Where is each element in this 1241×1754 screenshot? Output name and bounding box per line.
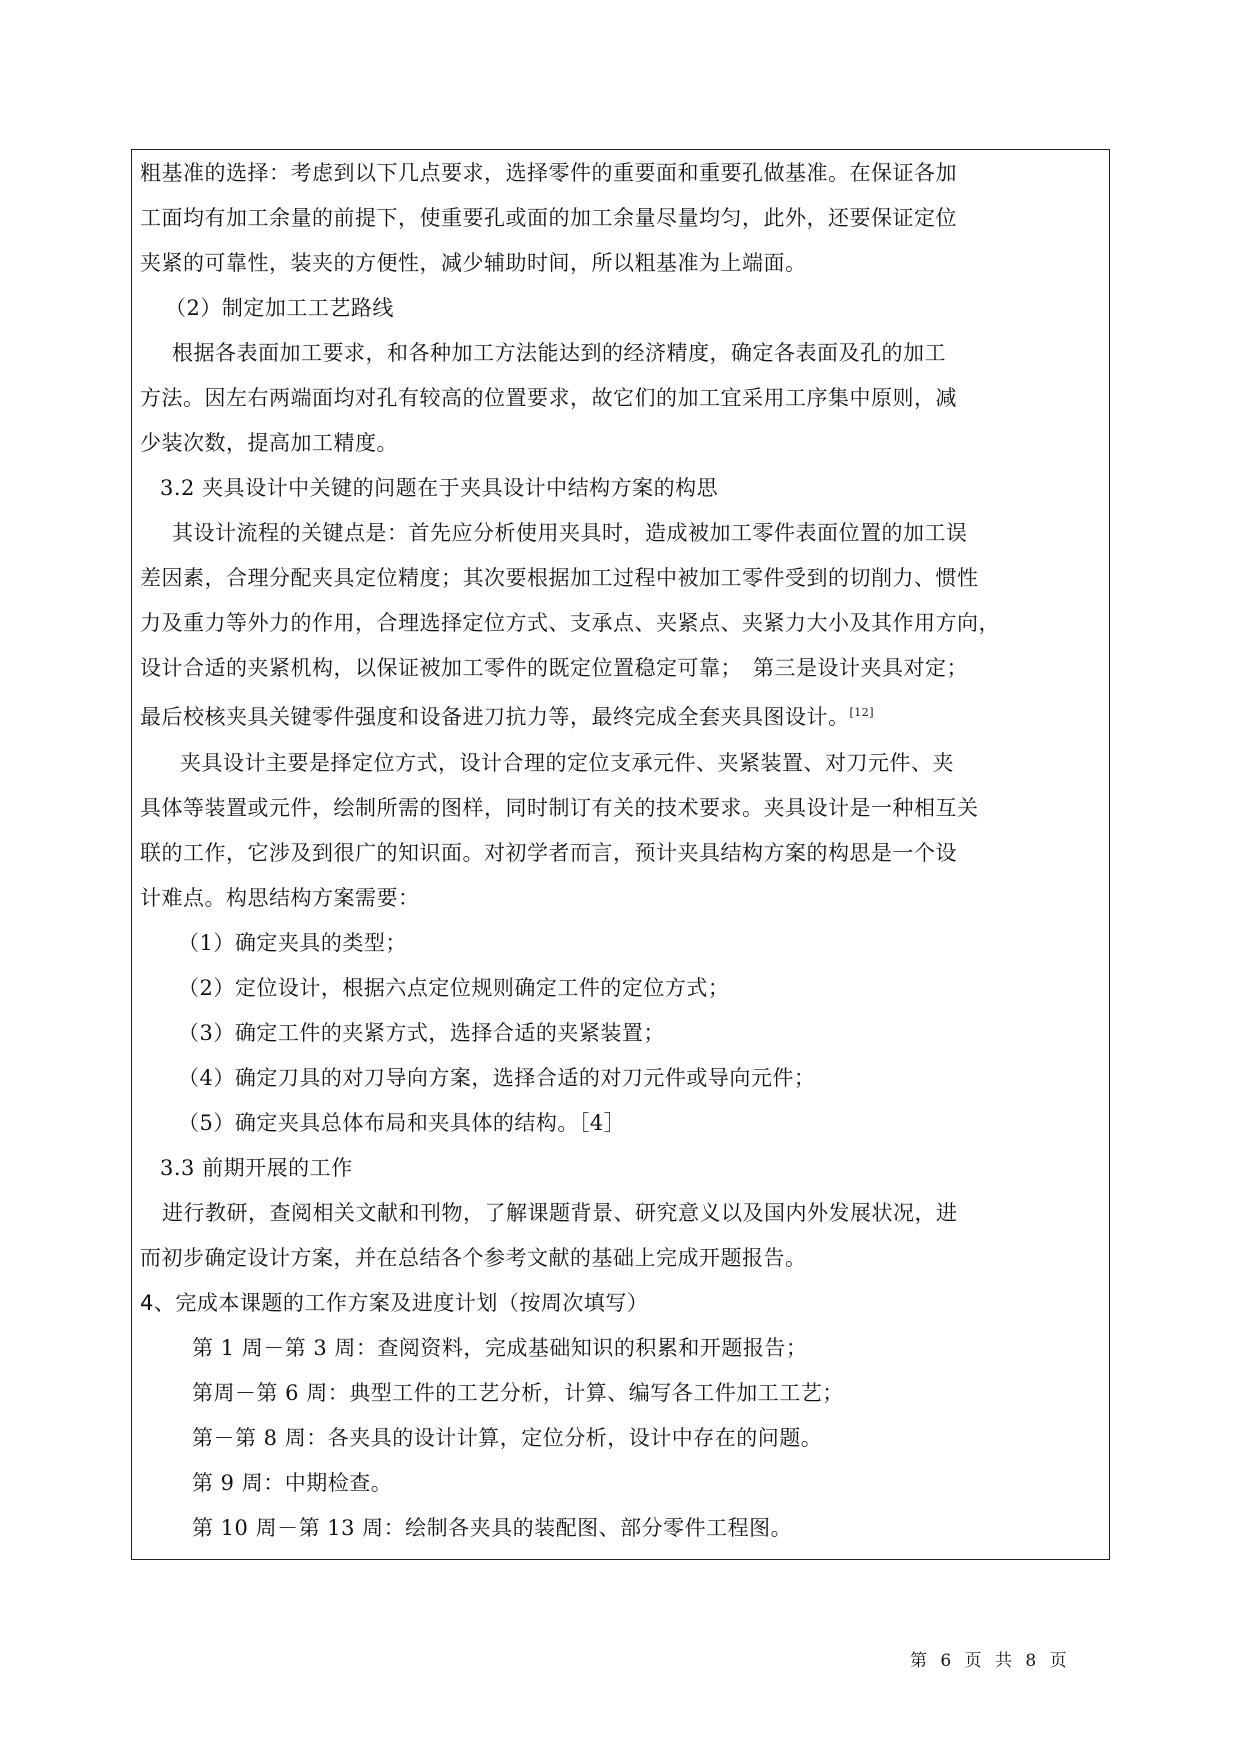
paragraph-line: 进行教研，查阅相关文献和刊物，了解课题背景、研究意义以及国内外发展状况，进 bbox=[162, 1201, 958, 1225]
list-item: （2）定位设计，根据六点定位规则确定工件的定位方式； bbox=[178, 976, 730, 1000]
schedule-item: 第 9 周：中期检查。 bbox=[192, 1471, 393, 1495]
section-heading: （2）制定加工工艺路线 bbox=[165, 296, 394, 320]
citation-mark: [12] bbox=[849, 706, 875, 719]
paragraph-line: 方法。因左右两端面均对孔有较高的位置要求，故它们的加工宜采用工序集中原则，减 bbox=[140, 386, 957, 410]
section-heading: 3.2 夹具设计中关键的问题在于夹具设计中结构方案的构思 bbox=[160, 476, 719, 500]
paragraph-line: 粗基准的选择：考虑到以下几点要求，选择零件的重要面和重要孔做基准。在保证各加 bbox=[140, 161, 957, 185]
list-item: （5）确定夹具总体布局和夹具体的结构。［4］ bbox=[178, 1111, 626, 1135]
paragraph-line: 其设计流程的关键点是：首先应分析使用夹具时，造成被加工零件表面位置的加工误 bbox=[172, 521, 968, 545]
paragraph-line: 夹紧的可靠性，装夹的方便性，减少辅助时间，所以粗基准为上端面。 bbox=[140, 251, 807, 275]
list-item: （3）确定工件的夹紧方式，选择合适的夹紧装置； bbox=[178, 1021, 665, 1045]
paragraph-line bbox=[140, 698, 874, 732]
paragraph-line: 联的工作，它涉及到很广的知识面。对初学者而言，预计夹具结构方案的构思是一个设 bbox=[140, 841, 957, 865]
page-number: 第 6 页 共 8 页 bbox=[910, 1651, 1071, 1671]
schedule-item: 第－第 8 周：各夹具的设计计算，定位分析，设计中存在的问题。 bbox=[192, 1426, 823, 1450]
paragraph-line: 夹具设计主要是择定位方式，设计合理的定位支承元件、夹紧装置、对刀元件、夹 bbox=[180, 751, 954, 775]
section-title: 4、完成本课题的工作方案及进度计划（按周次填写） bbox=[140, 1291, 649, 1315]
paragraph-line: 根据各表面加工要求，和各种加工方法能达到的经济精度，确定各表面及孔的加工 bbox=[172, 341, 946, 365]
schedule-item: 第周－第 6 周：典型工件的工艺分析，计算、编写各工件加工工艺； bbox=[192, 1381, 844, 1405]
list-item: （1）确定夹具的类型； bbox=[178, 931, 407, 955]
paragraph-line: 力及重力等外力的作用，合理选择定位方式、支承点、夹紧点、夹紧力大小及其作用方向， bbox=[140, 611, 1000, 635]
schedule-item: 第 1 周－第 3 周：查阅资料，完成基础知识的积累和开题报告； bbox=[192, 1336, 808, 1360]
paragraph-line: 而初步确定设计方案，并在总结各个参考文献的基础上完成开题报告。 bbox=[140, 1246, 807, 1270]
paragraph-line: 计难点。构思结构方案需要： bbox=[140, 886, 420, 910]
paragraph-text: 最后校核夹具关键零件强度和设备进刀抗力等，最终完成全套夹具图设计。 bbox=[140, 705, 850, 729]
paragraph-line: 设计合适的夹紧机构，以保证被加工零件的既定位置稳定可靠； 第三是设计夹具对定； bbox=[140, 656, 968, 680]
section-heading: 3.3 前期开展的工作 bbox=[160, 1156, 353, 1180]
list-item: （4）确定刀具的对刀导向方案，选择合适的对刀元件或导向元件； bbox=[178, 1066, 816, 1090]
paragraph-line: 少装次数，提高加工精度。 bbox=[140, 431, 398, 455]
paragraph-line: 差因素，合理分配夹具定位精度；其次要根据加工过程中被加工零件受到的切削力、惯性 bbox=[140, 566, 979, 590]
schedule-item: 第 10 周－第 13 周：绘制各夹具的装配图、部分零件工程图。 bbox=[192, 1516, 793, 1540]
paragraph-line: 工面均有加工余量的前提下，使重要孔或面的加工余量尽量均匀，此外，还要保证定位 bbox=[140, 206, 957, 230]
paragraph-line: 具体等装置或元件，绘制所需的图样，同时制订有关的技术要求。夹具设计是一种相互关 bbox=[140, 796, 979, 820]
